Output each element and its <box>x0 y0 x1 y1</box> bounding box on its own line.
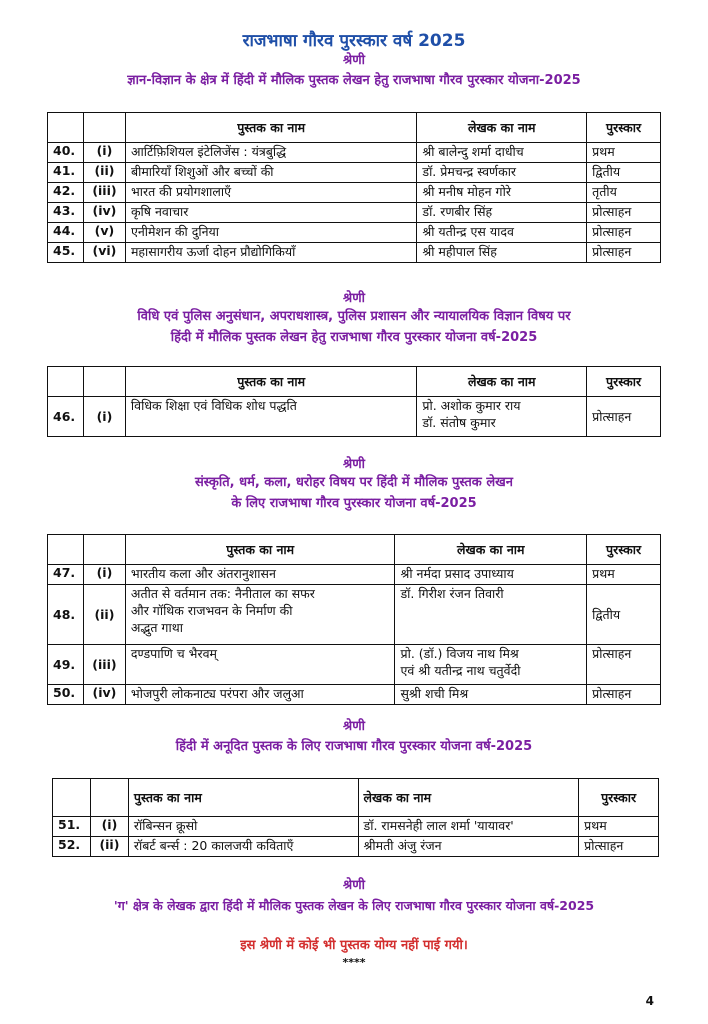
row-roman: (iii) <box>83 645 125 685</box>
row-roman: (i) <box>90 817 128 837</box>
header-award: पुरस्कार <box>587 367 661 397</box>
row-number: 52. <box>53 837 91 857</box>
book-name: भारतीय कला और अंतरानुशासन <box>125 565 395 585</box>
author-name: सुश्री शची मिश्र <box>395 685 587 705</box>
award: प्रोत्साहन <box>587 645 661 685</box>
table-row <box>53 837 659 857</box>
author-name: श्री मनीष मोहन गोरे <box>417 183 587 203</box>
header-author-name: लेखक का नाम <box>417 113 587 143</box>
header-author-name: लेखक का नाम <box>417 367 587 397</box>
author-name: श्री नर्मदा प्रसाद उपाध्याय <box>395 565 587 585</box>
row-number: 50. <box>48 685 84 705</box>
award: प्रोत्साहन <box>587 243 661 263</box>
row-roman: (vi) <box>83 243 125 263</box>
author-name: श्री महीपाल सिंह <box>417 243 587 263</box>
book-line: अद्भुत गाथा <box>130 620 183 635</box>
author-line: प्रो. अशोक कुमार राय <box>422 398 521 413</box>
row-roman: (i) <box>83 397 125 437</box>
header-book-name: पुस्तक का नाम <box>125 535 395 565</box>
book-name: रॉबर्ट बर्न्स : 20 कालजयी कविताएँ <box>128 837 358 857</box>
table-row <box>48 183 661 203</box>
section-4-description: हिंदी में अनूदित पुस्तक के लिए राजभाषा गौरव पुरस्कार योजना वर्ष-2025 <box>175 739 533 754</box>
table-row <box>48 143 661 163</box>
award: द्वितीय <box>587 163 661 183</box>
author-line: डॉ. संतोष कुमार <box>422 415 496 430</box>
section-4-table <box>52 778 659 857</box>
book-name <box>125 585 395 645</box>
book-name: विधिक शिक्षा एवं विधिक शोध पद्धति <box>125 397 416 437</box>
page-number: 4 <box>645 994 654 1008</box>
book-name: आर्टिफ़िशियल इंटेलिजेंस : यंत्रबुद्धि <box>125 143 416 163</box>
no-eligible-book-note: इस श्रेणी में कोई भी पुस्तक योग्य नहीं पाई गयी। <box>240 938 468 953</box>
book-name: एनीमेशन की दुनिया <box>125 223 416 243</box>
award: तृतीय <box>587 183 661 203</box>
table-row <box>48 223 661 243</box>
row-number: 44. <box>48 223 84 243</box>
section-3-shreni: श्रेणी <box>343 457 365 472</box>
header-author-name: लेखक का नाम <box>395 535 587 565</box>
table-header-row <box>48 535 661 565</box>
author-name: डॉ. गिरीश रंजन तिवारी <box>395 585 587 645</box>
award: प्रथम <box>587 565 661 585</box>
row-roman: (i) <box>83 143 125 163</box>
author-name: श्री बालेन्दु शर्मा दाधीच <box>417 143 587 163</box>
header-award: पुरस्कार <box>587 113 661 143</box>
table-header-row <box>53 779 659 817</box>
header-book-name: पुस्तक का नाम <box>125 113 416 143</box>
table-row <box>53 817 659 837</box>
section-5-description: 'ग' क्षेत्र के लेखक द्वारा हिंदी में मौलिक पुस्तक लेखन के लिए राजभाषा गौरव पुरस्कार योजना वर्ष-2025 <box>113 898 595 913</box>
row-number: 47. <box>48 565 84 585</box>
table-row <box>48 685 661 705</box>
row-number: 46. <box>48 397 84 437</box>
book-name: कृषि नवाचार <box>125 203 416 223</box>
award: द्वितीय <box>587 585 661 645</box>
author-name: डॉ. रामसनेही लाल शर्मा 'यायावर' <box>358 817 579 837</box>
book-name: रॉबिन्सन क्रूसो <box>128 817 358 837</box>
author-name: श्री यतीन्द्र एस यादव <box>417 223 587 243</box>
award: प्रोत्साहन <box>587 203 661 223</box>
award: प्रोत्साहन <box>587 685 661 705</box>
row-roman: (v) <box>83 223 125 243</box>
book-line: अतीत से वर्तमान तक: नैनीताल का सफर <box>130 586 315 601</box>
table-header-row <box>48 367 661 397</box>
row-number: 51. <box>53 817 91 837</box>
end-marker: **** <box>342 956 366 969</box>
table-row <box>48 645 661 685</box>
section-1-description: ज्ञान-विज्ञान के क्षेत्र में हिंदी में मौलिक पुस्तक लेखन हेतु राजभाषा गौरव पुरस्कार योजना-2025 <box>127 73 581 88</box>
section-5-shreni: श्रेणी <box>343 878 365 893</box>
header-book-name: पुस्तक का नाम <box>128 779 358 817</box>
table-row <box>48 163 661 183</box>
author-line: एवं श्री यतीन्द्र नाथ चतुर्वेदी <box>400 663 521 678</box>
award: प्रथम <box>579 817 659 837</box>
table-row <box>48 243 661 263</box>
row-roman: (ii) <box>90 837 128 857</box>
row-roman: (i) <box>83 565 125 585</box>
table-row <box>48 565 661 585</box>
header-award: पुरस्कार <box>579 779 659 817</box>
author-name: श्रीमती अंजु रंजन <box>358 837 579 857</box>
row-number: 49. <box>48 645 84 685</box>
row-roman: (iv) <box>83 685 125 705</box>
row-roman: (ii) <box>83 585 125 645</box>
award: प्रोत्साहन <box>587 397 661 437</box>
section-3-table <box>47 534 661 705</box>
author-name <box>417 397 587 437</box>
award: प्रथम <box>587 143 661 163</box>
award: प्रोत्साहन <box>579 837 659 857</box>
author-name: डॉ. प्रेमचन्द्र स्वर्णकार <box>417 163 587 183</box>
book-name: दण्डपाणि च भैरवम् <box>125 645 395 685</box>
book-name: बीमारियाँ शिशुओं और बच्चों की <box>125 163 416 183</box>
header-book-name: पुस्तक का नाम <box>125 367 416 397</box>
section-3-description-line-1: संस्कृति, धर्म, कला, धरोहर विषय पर हिंदी में मौलिक पुस्तक लेखन <box>195 475 513 490</box>
book-name: महासागरीय ऊर्जा दोहन प्रौद्योगिकियाँ <box>125 243 416 263</box>
book-line: और गॉथिक राजभवन के निर्माण की <box>130 603 293 618</box>
table-header-row <box>48 113 661 143</box>
book-name: भारत की प्रयोगशालाएँ <box>125 183 416 203</box>
page-title: राजभाषा गौरव पुरस्कार वर्ष 2025 <box>242 31 466 51</box>
award: प्रोत्साहन <box>587 223 661 243</box>
row-roman: (iv) <box>83 203 125 223</box>
row-number: 42. <box>48 183 84 203</box>
row-number: 43. <box>48 203 84 223</box>
row-number: 48. <box>48 585 84 645</box>
row-roman: (iii) <box>83 183 125 203</box>
section-2-table <box>47 366 661 437</box>
section-2-description-line-2: हिंदी में मौलिक पुस्तक लेखन हेतु राजभाषा गौरव पुरस्कार योजना वर्ष-2025 <box>170 330 538 345</box>
row-roman: (ii) <box>83 163 125 183</box>
book-name: भोजपुरी लोकनाट्य परंपरा और जलुआ <box>125 685 395 705</box>
table-row <box>48 585 661 645</box>
section-2-shreni: श्रेणी <box>343 291 365 306</box>
header-author-name: लेखक का नाम <box>358 779 579 817</box>
row-number: 41. <box>48 163 84 183</box>
table-row <box>48 397 661 437</box>
author-name: डॉ. रणबीर सिंह <box>417 203 587 223</box>
section-4-shreni: श्रेणी <box>343 719 365 734</box>
row-number: 45. <box>48 243 84 263</box>
row-number: 40. <box>48 143 84 163</box>
section-1-shreni: श्रेणी <box>343 53 365 68</box>
section-1-table <box>47 112 661 263</box>
section-2-description-line-1: विधि एवं पुलिस अनुसंधान, अपराधशास्त्र, पुलिस प्रशासन और न्यायालयिक विज्ञान विषय पर <box>137 309 571 324</box>
author-name <box>395 645 587 685</box>
table-row <box>48 203 661 223</box>
section-3-description-line-2: के लिए राजभाषा गौरव पुरस्कार योजना वर्ष-2025 <box>231 496 477 511</box>
header-award: पुरस्कार <box>587 535 661 565</box>
author-line: प्रो. (डॉ.) विजय नाथ मिश्र <box>400 646 519 661</box>
